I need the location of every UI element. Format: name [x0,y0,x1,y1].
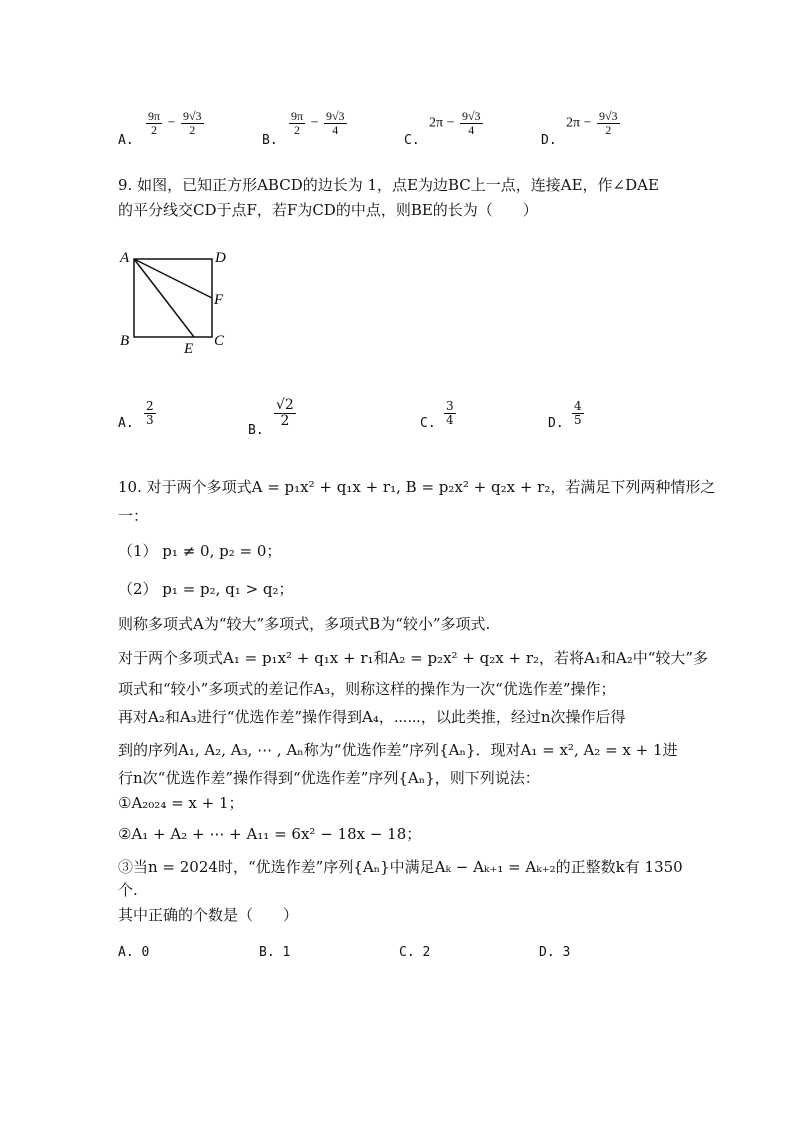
q8-a-minus: − [167,115,176,131]
q10-option-a: A. 0 [118,945,150,960]
q10-option-d: D. 3 [539,945,571,960]
q8-d-den: 2 [605,123,612,137]
q9-b-num: √2 [276,397,294,413]
q10-question: 其中正确的个数是（ ） [118,906,299,924]
q8-b-num2: 9√3 [325,109,345,123]
q8-c-num: 9√3 [461,109,481,123]
q9-option-a-frac [144,400,156,427]
q10-text-line2: 一： [118,507,149,525]
q8-b-num1: 9π [291,109,304,123]
q8-option-b-expr [287,110,349,137]
q9-option-b-frac [274,398,296,429]
q9-a-num: 2 [146,399,154,413]
q9-option-c-frac [444,400,456,427]
q9-a-den: 3 [146,413,154,427]
q10-definition-line: 则称多项式A为“较大”多项式，多项式B为“较小”多项式. [118,615,491,633]
square-abcd [134,259,212,337]
label-e: E [184,341,194,356]
q8-b-den2: 4 [332,123,339,137]
q8-c-pre: 2π − [429,115,455,131]
q8-c-den: 4 [468,123,475,137]
q10-text-line4: 对于两个多项式A₁ = p₁x² + q₁x + r₁和A₂ = p₂x² + q₂x + r₂，若将A₁和A₂中“较大”多 [118,649,709,667]
q8-option-d-expr [566,110,622,137]
q10-text-line8: 行n次“优选作差”操作得到“优选作差”序列{Aₙ}，则下列说法： [118,769,540,787]
label-c: C [214,333,225,349]
q10-option-c: C. 2 [399,945,431,960]
label-b: B [120,333,130,349]
q10-condition-2: （2） p₁ = p₂, q₁ > q₂； [118,580,294,598]
q8-option-a-expr [144,110,206,137]
q8-b-minus: − [310,115,319,131]
q8-a-num1: 9π [148,109,161,123]
q10-text-line5: 项式和“较小”多项式的差记作A₃，则称这样的操作为一次“优选作差”操作； [118,680,616,698]
label-f: F [214,292,224,308]
q8-d-pre: 2π − [566,115,592,131]
q10-option-b: B. 1 [259,945,291,960]
q10-text-line7: 到的序列A₁, A₂, A₃, ⋯ , Aₙ称为“优选作差”序列{Aₙ}．现对A₁ = x², A₂ = x + 1进 [118,741,678,759]
q10-statement-2: ②A₁ + A₂ + ⋯ + A₁₁ = 6x² − 18x − 18； [118,825,422,843]
label-d: D [215,250,226,266]
q8-option-c-expr [429,110,485,137]
q9-d-den: 5 [574,413,582,427]
q8-a-num2: 9√3 [182,109,202,123]
q8-option-d-label: D. [541,133,557,148]
q8-option-a-label: A. [118,133,134,148]
q8-a-den1: 2 [151,123,158,137]
q8-option-b-label: B. [262,133,278,148]
q10-statement-3: ③当n = 2024时，“优选作差”序列{Aₙ}中满足Aₖ − Aₖ₊₁ = Aₖ₊₂的正整数k有 1350 [118,858,683,876]
q9-c-num: 3 [446,399,454,413]
q10-condition-1: （1） p₁ ≠ 0, p₂ = 0； [118,542,282,560]
q10-text-line6: 再对A₂和A₃进行“优选作差”操作得到A₄，⋯⋯，以此类推，经过n次操作后得 [118,708,626,726]
q9-text-line2: 的平分线交CD于点F，若F为CD的中点，则BE的长为（ ） [118,201,538,219]
q9-d-num: 4 [574,399,582,413]
q9-option-d-frac [572,400,584,427]
q9-b-den: 2 [280,413,290,429]
q9-option-b-label: B. [248,423,264,438]
q9-option-d-label: D. [548,416,564,431]
segment-af [134,259,212,298]
q8-d-num: 9√3 [598,109,618,123]
q8-b-den1: 2 [294,123,301,137]
label-a: A [120,250,130,266]
q8-a-den2: 2 [189,123,196,137]
q9-c-den: 4 [446,413,454,427]
q10-statement-1: ①A₂₀₂₄ = x + 1； [118,794,244,812]
q9-text-line1: 9. 如图，已知正方形ABCD的边长为 1，点E为边BC上一点，连接AE，作∠DAE [118,176,659,194]
q9-option-a-label: A. [118,416,134,431]
q10-statement-3-cont: 个. [118,881,138,899]
q10-text-line1: 10. 对于两个多项式A = p₁x² + q₁x + r₁, B = p₂x² + q₂x + r₂，若满足下列两种情形之 [118,478,716,496]
q9-option-c-label: C. [420,416,436,431]
q8-option-c-label: C. [404,133,420,148]
q9-square-figure [112,244,242,356]
segment-ae [134,259,194,337]
